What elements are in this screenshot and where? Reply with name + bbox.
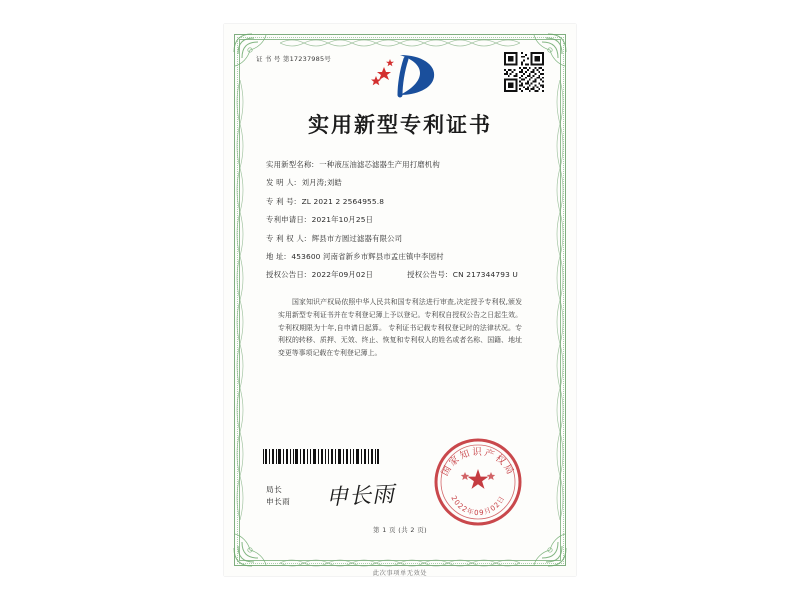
field-label: 地 址: xyxy=(266,251,287,261)
field-grant-announcement xyxy=(266,271,538,280)
signature-block xyxy=(266,484,290,508)
field-application-date xyxy=(266,216,538,225)
field-label: 发 明 人: xyxy=(266,178,297,188)
certificate-fields xyxy=(252,161,548,280)
edge-filigree-left xyxy=(234,80,246,520)
svg-text:国家知识产权局: 国家知识产权局 xyxy=(439,447,517,479)
field-address xyxy=(266,253,538,262)
field-label-grant-number: 授权公告号: xyxy=(407,270,448,280)
field-inventor xyxy=(266,179,538,188)
field-value: 2021年10月25日 xyxy=(311,215,374,225)
field-invention-name xyxy=(266,161,538,170)
field-value-grant-date: 2022年09月02日 xyxy=(311,270,374,280)
field-patent-number xyxy=(266,198,538,207)
field-value: 刘月涛;刘皓 xyxy=(301,178,342,188)
page-indicator: 第 1 页 (共 2 页) xyxy=(372,526,428,534)
certificate-content xyxy=(252,50,548,550)
qr-code-icon xyxy=(504,52,544,92)
official-seal xyxy=(432,436,524,528)
field-label: 专利申请日: xyxy=(266,215,307,225)
field-value: 辉县市方圆过滤器有限公司 xyxy=(311,233,403,243)
field-value: 453600 河南省新乡市辉县市孟庄镇中李园村 xyxy=(291,251,444,261)
certificate-number: 证 书 号 第17237985号 xyxy=(256,55,331,63)
edge-filigree-bottom xyxy=(280,554,520,566)
field-label-grant-date: 授权公告日: xyxy=(266,270,307,280)
handwritten-signature: 申长雨 xyxy=(325,482,396,511)
signature-name-line: 申长雨 xyxy=(266,497,291,507)
patent-certificate-document xyxy=(224,24,576,576)
barcode-icon xyxy=(262,449,380,464)
signature-title-line: 局长 xyxy=(266,485,283,495)
page-title: 实用新型专利证书 xyxy=(308,113,492,137)
field-value-grant-number: CN 217344793 U xyxy=(452,270,518,280)
edge-filigree-top xyxy=(280,34,520,46)
edge-filigree-right xyxy=(554,80,566,520)
footer-note: 此次事项单无效处 xyxy=(372,570,428,577)
field-label: 专 利 号: xyxy=(266,196,297,206)
field-patentee xyxy=(266,235,538,244)
legal-paragraph: 国家知识产权局依照中华人民共和国专利法进行审查,决定授予专利权,颁发实用新型专利证书并在专利登记簿上予以登记。专利权自授权公告之日起生效。专利权期限为十年,自申请日起算。 专利证书记载专利权登记时的法律状况。专利权的转移、质押、无效、终止、恢复和专利权人的姓名或者名称、国籍、地址变更等事项记载在专利登记簿上。 xyxy=(278,298,522,358)
svg-text:2022年09月02日: 2022年09月02日 xyxy=(449,494,507,518)
field-label: 专 利 权 人: xyxy=(266,233,307,243)
field-value: 一种液压油滤芯滤器生产用打磨机构 xyxy=(319,160,440,169)
field-label: 实用新型名称: xyxy=(266,160,315,169)
field-value: ZL 2021 2 2564955.8 xyxy=(301,196,385,206)
